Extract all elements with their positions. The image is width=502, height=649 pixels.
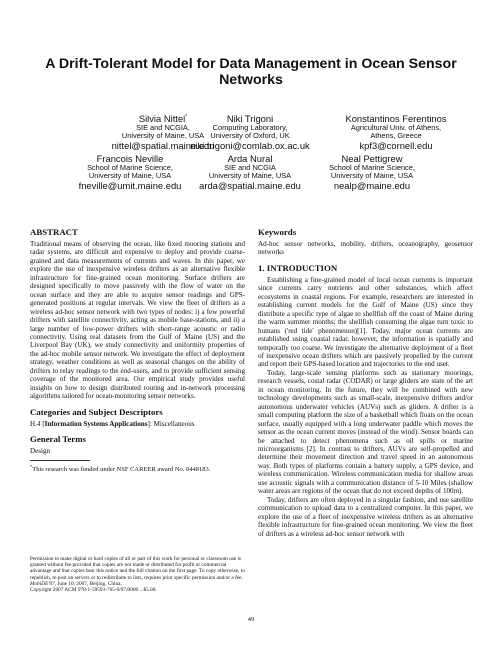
author-name: Arda Nural bbox=[227, 153, 273, 164]
author-name: Konstantinos Ferentinos bbox=[345, 113, 447, 124]
intro-paragraph: Today, drifters are often deployed in a singular fashion, and use satellite communication to upload data to a centralized computer. In this paper, we explore the use of a fleet of inexpensive wireless drifters as an alternative flexible infrastructure for fine-grained ocean monitoring. We view the fleet of drifters as a wireless ad-hoc sensor network with bbox=[258, 495, 473, 538]
author-block-pettigrew bbox=[297, 153, 447, 191]
author-affiliation: School of Marine Science, bbox=[87, 163, 173, 172]
intro-paragraph: Establishing a fine-grained model of local ocean currents is important since currents carry nutrients and other substances, which affect ecosystems in coastal regions. For example, researchers are interested in establishing current models for the Gulf of Maine (US) since they distribute a specific type of algae to shellfish off the coast of Maine during the warm summer months; the shellfish consuming the algae turn toxic to humans ('red tide' phenomenon)[1]. Today, major ocean currents are established using coastal radar, however, the information is spatially and temporally too coarse. We investigate the alternative deployment of a fleet of inexpensive ocean drifters which are passively propelled by the current and report their GPS-based location and trajectories to the end user. bbox=[258, 275, 473, 369]
page-number: 49 bbox=[247, 616, 255, 623]
copyright-line: Copyright 2007 ACM 978-1-59593-765-0/07/0006 ...$5.00. bbox=[30, 587, 157, 594]
categories-text: H.4 [Information Systems Applications]: Miscellaneous bbox=[30, 419, 195, 428]
author-affiliation: SIE and NCGIA, bbox=[136, 123, 190, 132]
author-institution: University of Maine, USA bbox=[208, 171, 292, 181]
keywords-text: Ad-hoc sensor networks, mobility, drifters, oceanography, geosensor networks bbox=[258, 240, 473, 257]
author-institution: Athens, Greece bbox=[370, 131, 422, 141]
author-email: nealp@maine.edu bbox=[333, 180, 411, 192]
author-institution: University of Maine, USA bbox=[88, 171, 172, 181]
footnote-rule bbox=[30, 460, 90, 461]
author-email: nittel@spatial.maine.edu bbox=[111, 140, 215, 152]
general-terms-heading: General Terms bbox=[30, 434, 86, 445]
author-email: niki.trigoni@comlab.ox.ac.uk bbox=[190, 140, 310, 152]
author-affiliation: Computing Laboratory, bbox=[212, 123, 288, 132]
author-name: Francois Neville bbox=[96, 153, 164, 164]
author-block-trigoni bbox=[175, 113, 325, 151]
author-email: arda@spatial.maine.edu bbox=[199, 180, 301, 192]
author-email: kpf3@cornell.edu bbox=[359, 140, 433, 152]
abstract-text: Traditional means of observing the ocean, like fixed mooring stations and radar systems, are difficult and expensive to deploy and provide coarse-grained and data measurements of currents and waves. In this paper, we explore the use of inexpensive wireless drifters as an alternative flexible infrastructure for fine-grained ocean monitoring. Surface drifters are designed specifically to move passively with the flow of water on the ocean surface and they are able to acquire sensor readings and GPS-generated positions at regular intervals. We view the fleet of drifters as a wireless ad-hoc sensor network with two types of nodes: i) a few powerful drifters with satellite connectivity, acting as mobile base-stations, and ii) a large number of low-power drifters with short-range acoustic or radio connectivity. Using real datasets from the Gulf of Maine (US) and the Liverpool Bay (UK), we study connectivity and uniformity properties of the ad-hoc mobile sensor network. We investigate the effect of deployment strategy, weather conditions as well as seasonal changes on the ability of drifters to relay readings to the end-users, and to provide sufficient sensing coverage of the monitored area. Our empirical study provides useful insights on how to design distributed routing and in-network processing algorithms tailored for ocean-monitoring sensor networks. bbox=[30, 240, 245, 401]
intro-paragraph: Today, large-scale sensing platforms such as stationary moorings, research vessels, costal radar (CODAR) or large gliders are state of the art in ocean monitoring. In the future, they will be combined with new technology developments such as small-scale, inexpensive drifters and/or autonomous underwater vehicles (AUVs) such as gliders. A drifter is a small computing platform the size of a basketball which floats on the ocean surface, usually equipped with a long underwater paddle which moves the sensor as the ocean current moves (instead of the wind). Sensor boards can be attached to detect phenomena such as oil spills or marine microorganisms [2]. In contrast to drifters, AUVs are self-propelled and determine their movement direction and travel speed in an autonomous way. Both types of platforms contain a battery supply, a GPS device, and wireless communication. Wireless communication media for shallow areas use acoustic signals with a communication distance of 5-10 Miles (shallow water areas are regions of the ocean that do not exceed depths of 100m). bbox=[258, 368, 473, 496]
permission-text: Permission to make digital or hard copies of all or part of this work for personal or classroom use is granted without fee provided that copies are not made or distributed for profit or commercial advantage and that copies bear this notice and the full citation on the first page. To copy otherwise, to republish, to post on servers or to redistribute to lists, requires prior specific permission and/or a fee. bbox=[30, 556, 245, 581]
author-institution: University of Maine, USA bbox=[121, 131, 205, 141]
general-terms-text: Design bbox=[30, 447, 51, 456]
venue-line: MobiDE'07, June 10, 2007, Beijing, China. bbox=[30, 580, 122, 587]
abstract-heading: ABSTRACT bbox=[30, 227, 78, 237]
introduction-heading: 1. INTRODUCTION bbox=[258, 262, 338, 273]
author-name: Neal Pettigrew bbox=[341, 153, 403, 164]
permission-notice bbox=[30, 556, 245, 593]
author-affiliation: SIE and NCGIA bbox=[224, 163, 276, 172]
author-name: Silvia Nittel* bbox=[138, 113, 188, 124]
author-email: fneville@umit.maine.edu bbox=[78, 180, 182, 192]
paper-title: A Drift-Tolerant Model for Data Management in Ocean Sensor Networks bbox=[45, 56, 457, 88]
categories-heading: Categories and Subject Descriptors bbox=[30, 406, 163, 417]
funding-footnote: *This research was funded under NSF CAREER award No. 0448183. bbox=[30, 463, 211, 473]
author-block-ferentinos bbox=[321, 113, 471, 151]
author-footnote-mark: * bbox=[185, 113, 188, 120]
left-column bbox=[30, 227, 245, 473]
author-institution: University of Maine, USA bbox=[330, 171, 414, 181]
author-institution: University of Oxford, UK bbox=[210, 131, 290, 141]
right-column bbox=[258, 227, 473, 538]
keywords-heading: Keywords bbox=[258, 227, 297, 237]
author-name: Niki Trigoni bbox=[226, 113, 274, 124]
categories-bold: Information Systems Applications bbox=[44, 419, 148, 428]
author-affiliation: School of Marine Science, bbox=[329, 163, 415, 172]
author-affiliation: Agricultural Univ. of Athens, bbox=[350, 123, 442, 132]
